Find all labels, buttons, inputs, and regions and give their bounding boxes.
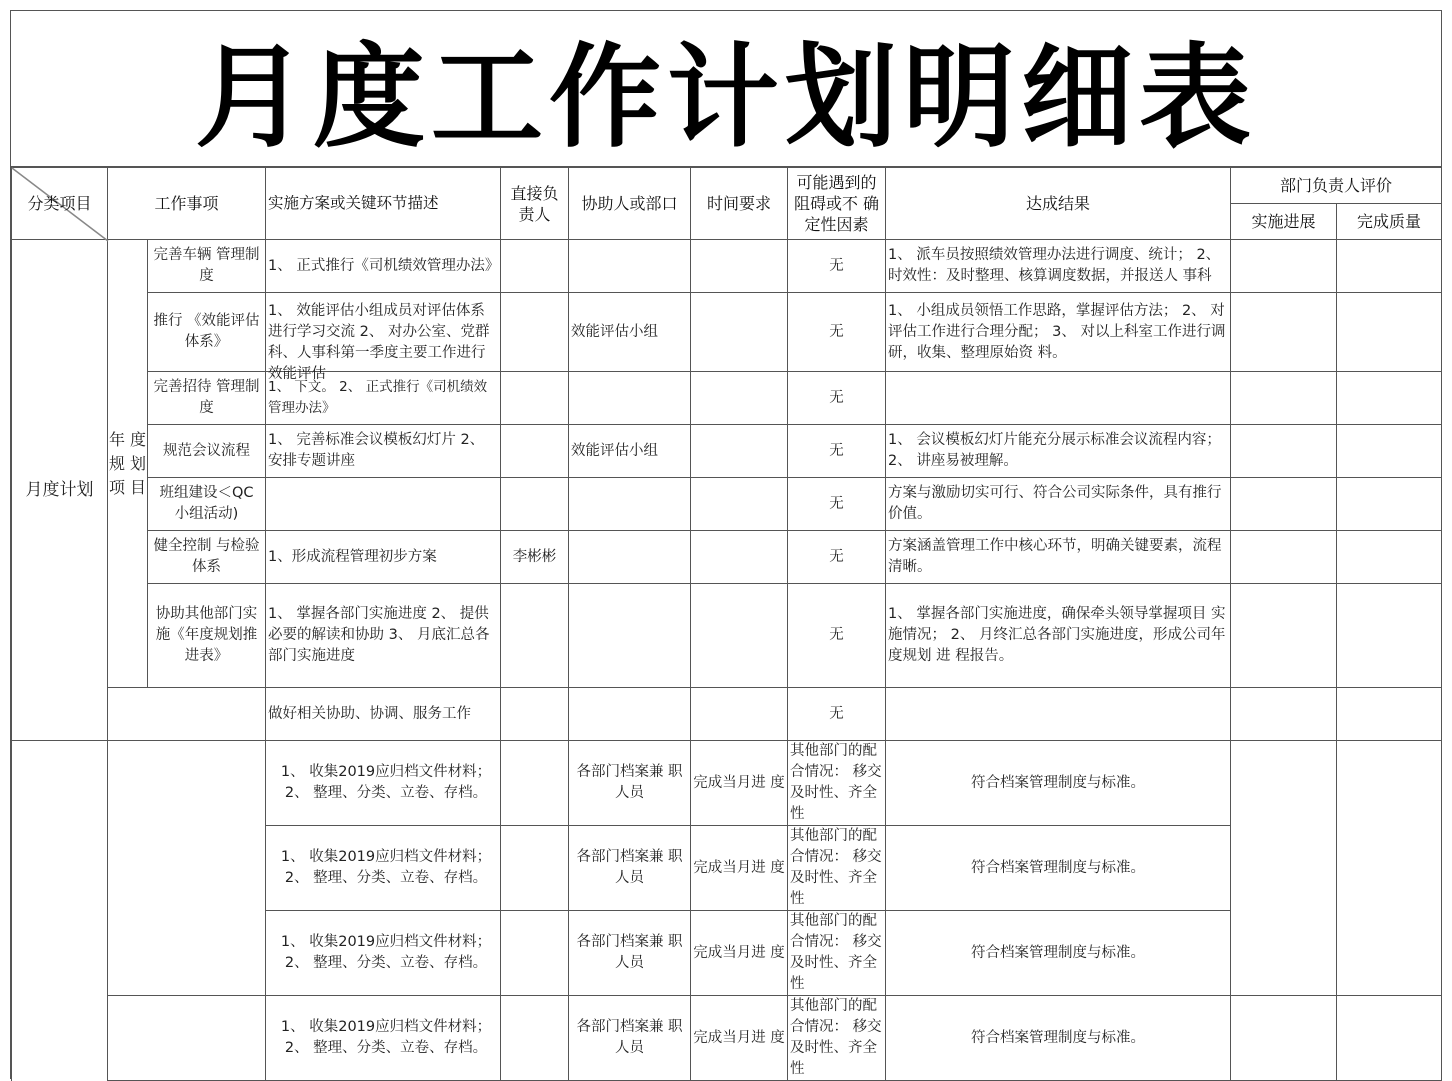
assist-cell: [569, 584, 691, 688]
progress-cell[interactable]: [1231, 531, 1337, 584]
table-row: [12, 293, 1442, 372]
work-item-cell: [108, 741, 266, 996]
plan-cell: 1、 收集2019应归档文件材料； 2、 整理、分类、立卷、存档。: [266, 996, 501, 1081]
result-cell: 1、 掌握各部门实施进度，确保牵头领导掌握项目 实施情况； 2、 月终汇总各部门实施进度，形成公司年度规划 进 程报告。: [886, 584, 1231, 688]
header-assist: 协助人或部口: [569, 168, 691, 240]
plan-cell: [266, 293, 501, 382]
owner-cell: [501, 741, 569, 826]
plan-cell: 1、 下文。 2、 正式推行《司机绩效管理办法》: [266, 372, 501, 425]
result-cell: 符合档案管理制度与标准。: [886, 996, 1231, 1081]
header-progress: 实施进展: [1231, 204, 1337, 240]
quality-cell[interactable]: [1337, 372, 1442, 425]
plan-cell: 1、 掌握各部门实施进度 2、 提供必要的解读和协助 3、 月底汇总各部门实施进度: [266, 584, 501, 688]
quality-cell[interactable]: [1337, 584, 1442, 688]
category-archive: [12, 741, 108, 1081]
quality-cell[interactable]: [1337, 531, 1442, 584]
owner-cell: [501, 996, 569, 1081]
risk-cell: 无: [788, 240, 886, 293]
progress-cell[interactable]: [1231, 584, 1337, 688]
header-category: [12, 168, 108, 240]
time-cell: [691, 240, 788, 293]
result-cell: 方案涵盖管理工作中核心环节，明确关键要素，流程清晰。: [886, 531, 1231, 584]
assist-cell: 各部门档案兼 职人员: [569, 911, 691, 996]
plan-cell: 1、形成流程管理初步方案: [266, 531, 501, 584]
assist-cell: [569, 478, 691, 531]
header-risk: 可能遇到的阻碍或不 确定性因素: [788, 168, 886, 240]
assist-cell: 各部门档案兼 职人员: [569, 741, 691, 826]
table-row: [12, 372, 1442, 425]
quality-cell[interactable]: [1337, 741, 1442, 996]
time-cell: 完成当月进 度: [691, 741, 788, 826]
work-item-cell: [108, 996, 266, 1081]
risk-cell: 无: [788, 531, 886, 584]
risk-cell: 其他部门的配合情况： 移交及时性、齐全性: [788, 911, 886, 996]
table-row: [12, 240, 1442, 293]
work-item-cell: 完善招待 管理制度: [148, 372, 266, 425]
header-eval-group: 部门负责人评价: [1231, 168, 1442, 204]
assist-cell: 各部门档案兼 职人员: [569, 826, 691, 911]
result-cell: [886, 688, 1231, 741]
result-cell: 1、 小组成员领悟工作思路，掌握评估方法； 2、 对评估工作进行合理分配； 3、 对以上科室工作进行调研，收集、整理原始资 料。: [886, 293, 1231, 372]
plan-table: [11, 167, 1442, 1081]
owner-cell: [501, 688, 569, 741]
owner-cell: [501, 911, 569, 996]
header-time: 时间要求: [691, 168, 788, 240]
progress-cell[interactable]: [1231, 293, 1337, 372]
plan-cell: 1、 完善标准会议模板幻灯片 2、 安排专题讲座: [266, 425, 501, 478]
header-quality: 完成质量: [1337, 204, 1442, 240]
work-item-cell: 健全控制 与检验体系: [148, 531, 266, 584]
plan-text: 1、 效能评估小组成员对评估体系进行学习交流 2、 对办公室、党群科、人事科第一季度主要工作进行效能评估: [268, 302, 490, 382]
risk-cell: 其他部门的配合情况： 移交及时性、齐全性: [788, 741, 886, 826]
header-result: 达成结果: [886, 168, 1231, 240]
time-cell: [691, 425, 788, 478]
result-cell: 方案与激励切实可行、符合公司实际条件，具有推行价值。: [886, 478, 1231, 531]
assist-cell: [569, 688, 691, 741]
table-row: [12, 688, 1442, 741]
risk-cell: 无: [788, 688, 886, 741]
work-item-cell: 班组建设＜QC 小组活动): [148, 478, 266, 531]
work-item-cell: 规范会议流程: [148, 425, 266, 478]
header-owner: 直接负责人: [501, 168, 569, 240]
plan-cell: 1、 收集2019应归档文件材料； 2、 整理、分类、立卷、存档。: [266, 911, 501, 996]
work-item-cell: 推行 《效能评估体系》: [148, 293, 266, 372]
result-text: 1、 派车员按照绩效管理办法进行调度、统计； 2、 时效性：及时整理、核算调度数据，并报送人 事科: [888, 247, 1221, 284]
result-cell: 符合档案管理制度与标准。: [886, 826, 1231, 911]
plan-cell: 做好相关协助、协调、服务工作: [266, 688, 501, 741]
result-cell: 符合档案管理制度与标准。: [886, 741, 1231, 826]
progress-cell[interactable]: [1231, 688, 1337, 741]
plan-cell: 1、 收集2019应归档文件材料； 2、 整理、分类、立卷、存档。: [266, 826, 501, 911]
quality-cell[interactable]: [1337, 293, 1442, 372]
progress-cell[interactable]: [1231, 996, 1337, 1081]
progress-cell[interactable]: [1231, 240, 1337, 293]
quality-cell[interactable]: [1337, 996, 1442, 1081]
header-work-item: 工作事项: [108, 168, 266, 240]
table-row: [12, 425, 1442, 478]
table-row: [12, 996, 1442, 1081]
progress-cell[interactable]: [1231, 372, 1337, 425]
time-cell: [691, 478, 788, 531]
risk-cell: 无: [788, 293, 886, 372]
table-row: [12, 531, 1442, 584]
quality-cell[interactable]: [1337, 425, 1442, 478]
owner-cell: [501, 584, 569, 688]
owner-cell: [501, 478, 569, 531]
progress-cell[interactable]: [1231, 425, 1337, 478]
category-annual: 年 度 规 划 项 目: [108, 240, 148, 688]
plan-cell: [266, 478, 501, 531]
category-monthly: 月度计划: [12, 240, 108, 741]
result-cell: 符合档案管理制度与标准。: [886, 911, 1231, 996]
time-cell: 完成当月进 度: [691, 826, 788, 911]
quality-cell[interactable]: [1337, 688, 1442, 741]
work-item-cell: [108, 688, 266, 741]
time-cell: [691, 688, 788, 741]
result-cell: [886, 240, 1231, 293]
risk-cell: 无: [788, 425, 886, 478]
time-cell: [691, 372, 788, 425]
time-cell: 完成当月进 度: [691, 911, 788, 996]
owner-cell: [501, 293, 569, 372]
work-item-cell: 完善车辆 管理制度: [148, 240, 266, 293]
risk-cell: 无: [788, 478, 886, 531]
table-row: [12, 478, 1442, 531]
time-cell: [691, 531, 788, 584]
assist-cell: [569, 531, 691, 584]
page-title: 月度工作计划明细表: [11, 11, 1441, 167]
progress-cell[interactable]: [1231, 741, 1337, 996]
owner-cell: 李彬彬: [501, 531, 569, 584]
owner-cell: [501, 372, 569, 425]
risk-cell: 其他部门的配合情况： 移交及时性、齐全性: [788, 996, 886, 1081]
assist-cell: 效能评估小组: [569, 425, 691, 478]
owner-cell: [501, 425, 569, 478]
result-cell: [886, 372, 1231, 425]
plan-cell: 1、 正式推行《司机绩效管理办法》: [266, 240, 501, 293]
result-cell: 1、 会议模板幻灯片能充分展示标准会议流程内容； 2、 讲座易被理解。: [886, 425, 1231, 478]
progress-cell[interactable]: [1231, 478, 1337, 531]
risk-cell: 无: [788, 372, 886, 425]
table-row: [12, 584, 1442, 688]
quality-cell[interactable]: [1337, 240, 1442, 293]
time-cell: [691, 293, 788, 372]
risk-cell: 其他部门的配合情况： 移交及时性、齐全性: [788, 826, 886, 911]
quality-cell[interactable]: [1337, 478, 1442, 531]
time-cell: [691, 584, 788, 688]
plan-cell: 1、 收集2019应归档文件材料； 2、 整理、分类、立卷、存档。: [266, 741, 501, 826]
header-plan: 实施方案或关键环节描述: [266, 168, 501, 240]
owner-cell: [501, 826, 569, 911]
risk-cell: 无: [788, 584, 886, 688]
assist-cell: 各部门档案兼 职人员: [569, 996, 691, 1081]
assist-cell: 效能评估小组: [569, 293, 691, 372]
assist-cell: [569, 372, 691, 425]
header-category-label: 分类项目: [27, 194, 92, 213]
table-row: [12, 741, 1442, 826]
work-item-cell: 协助其他部门实施《年度规划推进表》: [148, 584, 266, 688]
time-cell: 完成当月进 度: [691, 996, 788, 1081]
assist-cell: [569, 240, 691, 293]
spreadsheet: [10, 10, 1442, 1079]
owner-cell: [501, 240, 569, 293]
